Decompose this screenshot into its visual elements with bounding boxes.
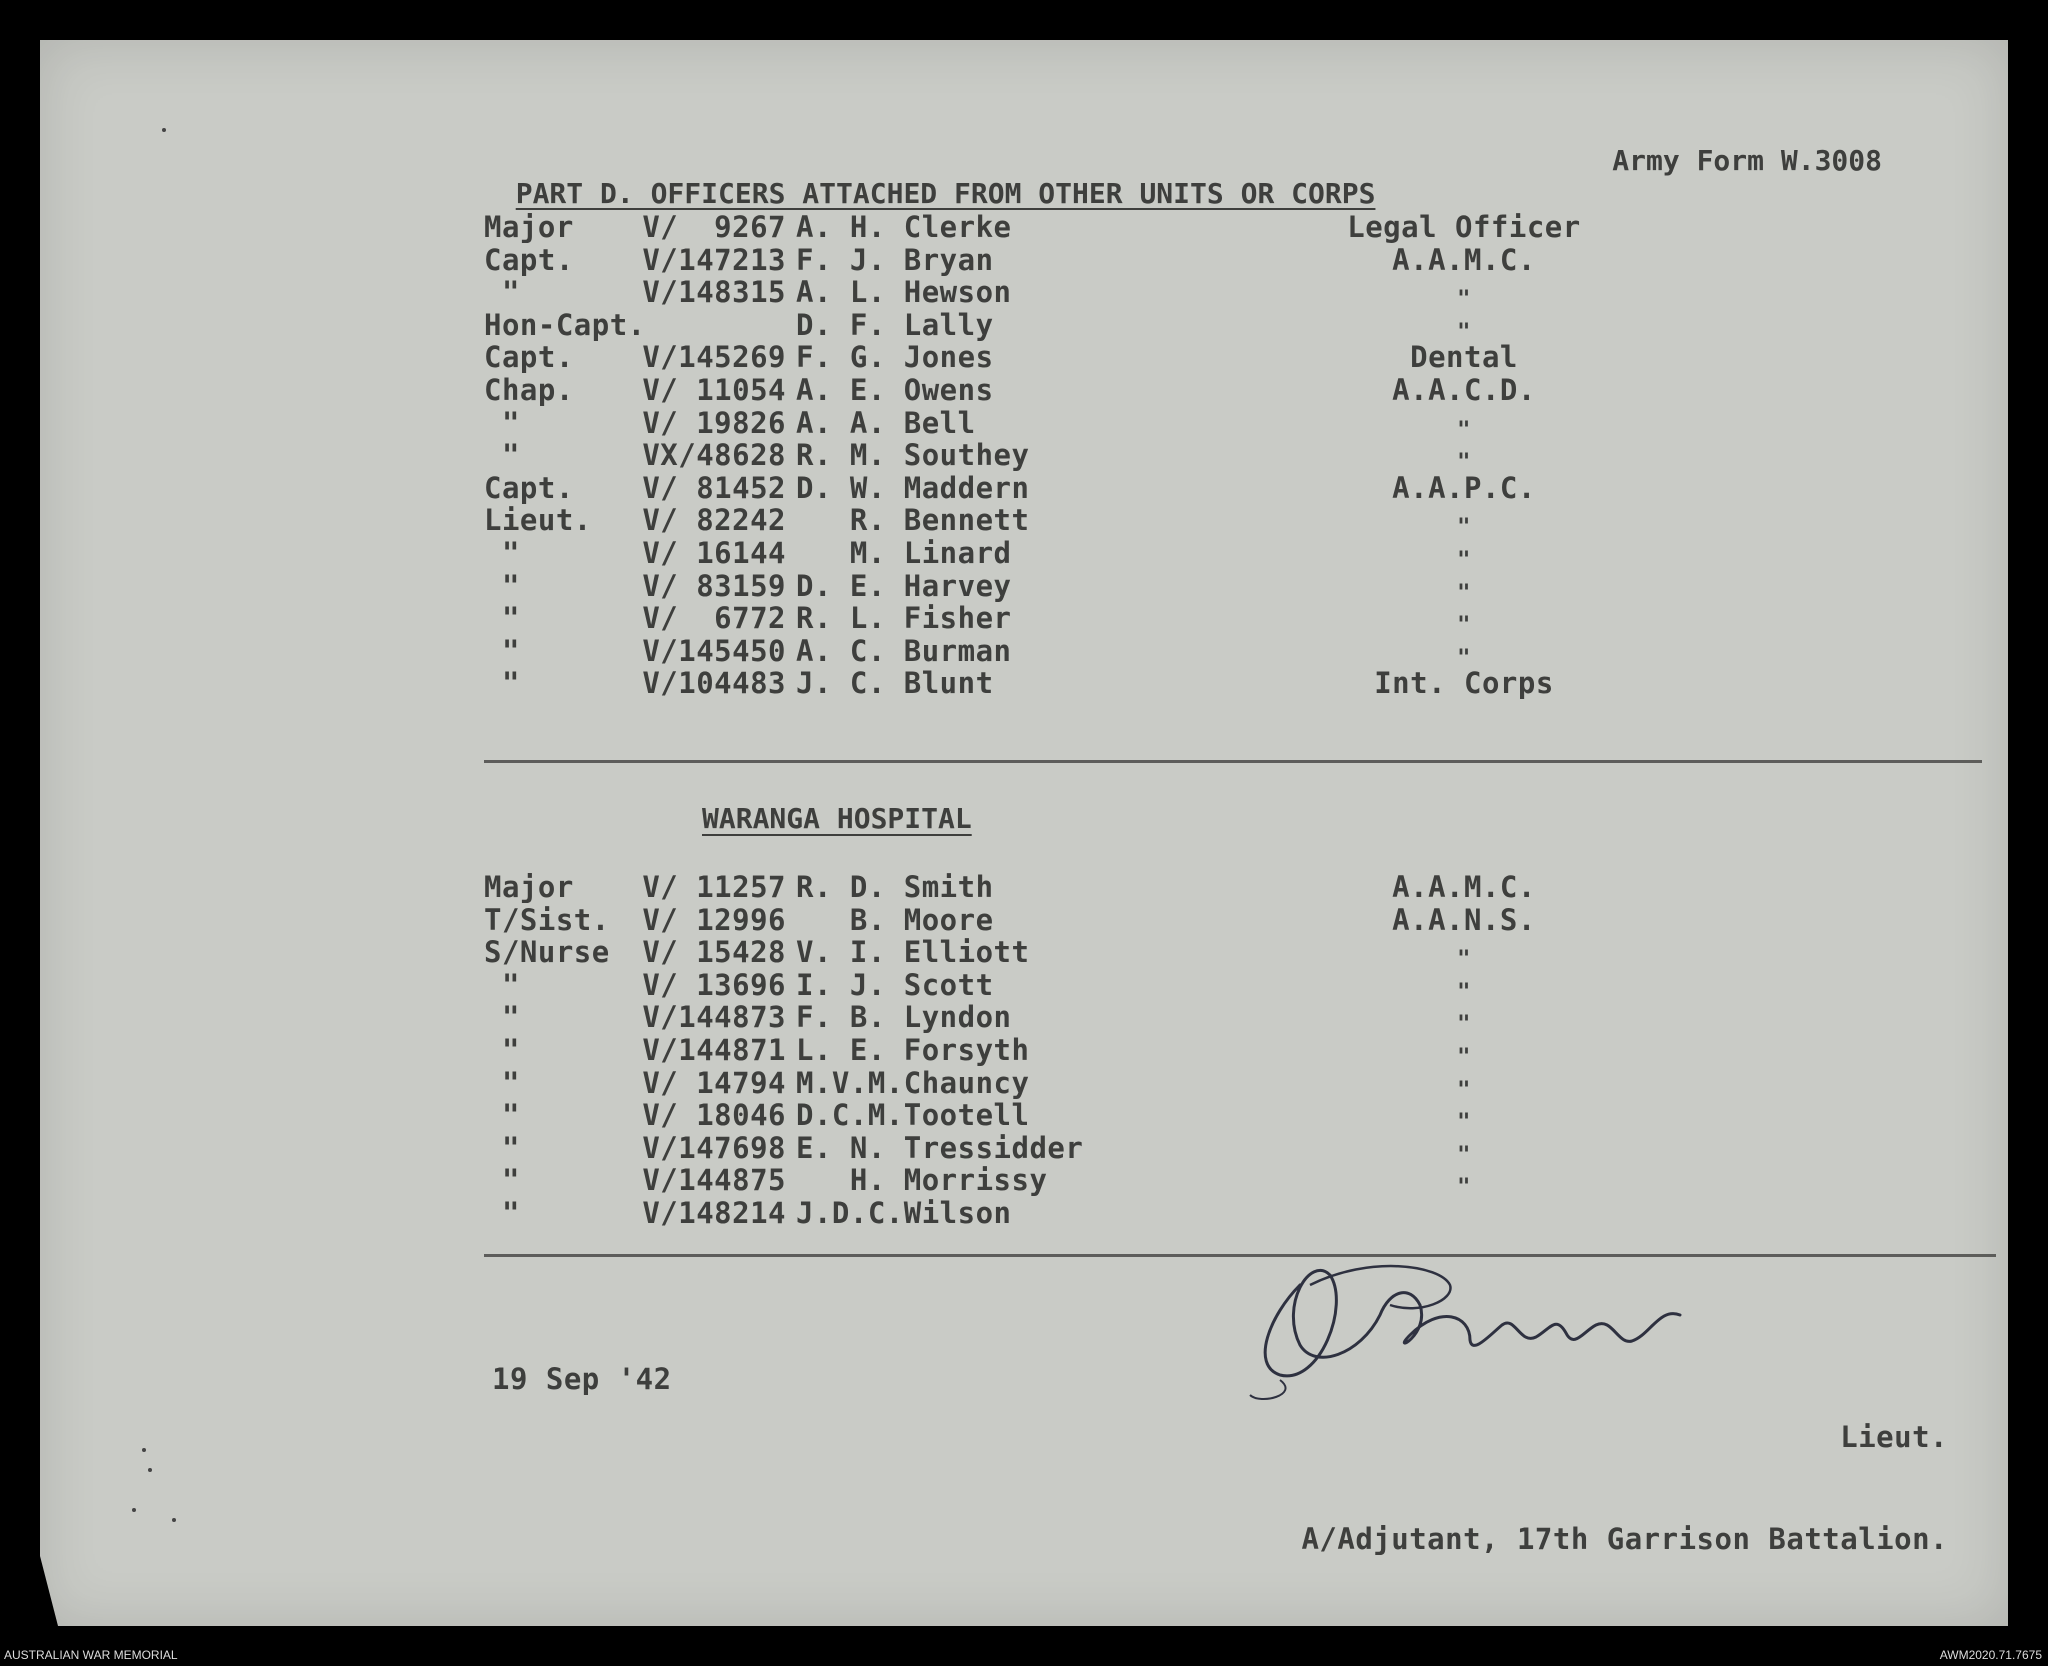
officer-name: E. N. Tressidder [796,1130,1084,1165]
paper-speck [172,1518,176,1522]
officer-rank: " [502,536,520,570]
service-number: V/ 82242 [642,503,786,538]
officer-rank: Capt. [484,470,574,505]
officer-rank: " [502,1098,520,1133]
section-title: WARANGA HOSPITAL [702,802,972,835]
service-number: V/ 12996 [642,902,786,937]
signature-block [1301,1352,1948,1590]
corps-unit: " [1457,947,1471,973]
officer-row [484,340,1684,375]
officer-name: A. E. Owens [796,373,994,407]
service-number: V/144875 [642,1163,786,1198]
service-number: V/ 11054 [642,373,786,407]
service-number: V/ 11257 [642,870,786,904]
corps-unit: " [1457,613,1471,639]
officer-row [484,1033,1684,1070]
service-number: V/ 14794 [642,1065,786,1100]
officer-row [484,438,1684,476]
officer-rank: " [502,633,520,668]
service-number: V/147698 [642,1130,786,1165]
corps-unit: " [1457,1175,1471,1201]
service-number: VX/48628 [642,438,786,473]
service-number: V/ 6772 [642,601,786,636]
officer-row [484,1065,1684,1103]
officer-row [484,536,1684,573]
officer-name: J. C. Blunt [796,666,994,701]
officer-row [484,633,1684,671]
service-number: V/ 83159 [642,568,786,603]
paper-speck [162,128,166,132]
officer-row [484,210,1684,242]
officer-row [484,1130,1684,1168]
document-date: 19 Sep '42 [492,1362,672,1396]
officer-rank: " [502,1065,520,1100]
service-number: V/144871 [642,1033,786,1067]
officer-rank: " [502,601,520,636]
army-form-number: Army Form W.3008 [1612,144,1882,177]
officer-name: D. E. Harvey [796,568,1012,603]
credit-left: AUSTRALIAN WAR MEMORIAL [4,1648,178,1662]
signatory-appointment: A/Adjutant, 17th Garrison Battalion. [1301,1522,1948,1556]
officer-rank: Capt. [484,242,574,277]
corps-unit: " [1457,515,1471,541]
corps-unit: " [1457,450,1471,476]
officer-rank: " [502,666,520,701]
officer-name: I. J. Scott [796,967,994,1002]
officer-name: A. H. Clerke [796,210,1012,244]
officer-name: B. Moore [796,902,994,937]
part-title: PART D. OFFICERS ATTACHED FROM OTHER UNITS OR CORPS [515,177,1376,210]
officer-rank: Hon-Capt. [484,307,646,342]
corps-unit: A.A.C.D. [1392,373,1536,407]
officer-name: J.D.C.Wilson [796,1196,1012,1230]
officer-row [484,307,1684,345]
officer-row [484,471,1684,503]
divider-rule-1 [484,760,1982,763]
officer-rank: " [502,1130,520,1165]
service-number: V/144873 [642,1000,786,1035]
officer-row [484,243,1684,275]
officer-row [484,568,1684,606]
officer-row [484,666,1684,701]
officer-name: F. G. Jones [796,340,994,375]
officer-name: A. C. Burman [796,633,1012,668]
service-number: V/ 15428 [642,935,786,970]
officer-rank: " [502,1163,520,1198]
officer-rank: " [502,1033,520,1067]
service-number: V/ 16144 [642,536,786,570]
officer-name: R. L. Fisher [796,601,1012,636]
officer-row [484,1000,1684,1038]
corps-unit: Legal Officer [1347,210,1581,244]
officer-row [484,870,1684,902]
service-number: V/ 9267 [642,210,786,244]
corps-unit: " [1457,548,1471,573]
officer-name: R. Bennett [796,503,1030,538]
officer-row [484,405,1684,443]
service-number: V/ 18046 [642,1098,786,1133]
officer-row [484,503,1684,541]
credit-right: AWM2020.71.7675 [1939,1648,2042,1662]
officer-name: H. Morrissy [796,1163,1048,1198]
service-number: V/145450 [642,633,786,668]
service-number: V/148315 [642,275,786,310]
service-number: V/104483 [642,666,786,701]
torn-corner [40,1556,58,1626]
corps-unit: " [1457,1077,1471,1103]
service-number: V/145269 [642,340,786,375]
officer-name: F. B. Lyndon [796,1000,1012,1035]
officer-name: F. J. Bryan [796,242,994,277]
officer-rank: Chap. [484,373,574,407]
paper-speck [142,1448,146,1452]
corps-unit: " [1457,1142,1471,1168]
corps-unit: " [1457,979,1471,1005]
corps-unit: A.A.P.C. [1392,470,1536,505]
corps-unit: " [1457,417,1471,443]
officer-name: D. F. Lally [796,307,994,342]
officer-name: A. A. Bell [796,405,976,440]
corps-unit: " [1457,580,1471,606]
officer-rank: T/Sist. [484,902,610,937]
corps-unit: " [1457,1110,1471,1136]
officer-row [484,1098,1684,1136]
corps-unit: A.A.M.C. [1392,870,1536,904]
officer-row [484,601,1684,639]
corps-unit: " [1457,319,1471,345]
corps-unit: " [1457,1045,1471,1070]
officer-name: R. D. Smith [796,870,994,904]
corps-unit: " [1457,645,1471,671]
officer-rank: " [502,275,520,310]
officer-name: L. E. Forsyth [796,1033,1030,1067]
officer-rank: Major [484,870,574,904]
corps-unit: " [1457,1012,1471,1038]
corps-unit: Int. Corps [1374,666,1554,701]
officer-row [484,373,1684,405]
officer-name: M. Linard [796,536,1012,570]
officer-row [484,903,1684,935]
officer-rank: " [502,405,520,440]
officer-rank: Capt. [484,340,574,375]
officer-rank: Major [484,210,574,244]
officer-name: M.V.M.Chauncy [796,1065,1030,1100]
corps-unit: " [1457,287,1471,313]
officer-name: V. I. Elliott [796,935,1030,970]
service-number: V/ 19826 [642,405,786,440]
officer-rank: " [502,1000,520,1035]
officer-rank: " [502,967,520,1002]
paper-speck [148,1468,152,1472]
corps-unit: Dental [1410,340,1518,375]
officer-name: A. L. Hewson [796,275,1012,310]
officer-rank: " [502,438,520,473]
officer-row [484,275,1684,313]
paper-speck [132,1508,136,1512]
officer-rank: Lieut. [484,503,592,538]
officer-row [484,967,1684,1005]
corps-unit: A.A.N.S. [1392,902,1536,937]
officer-name: D. W. Maddern [796,470,1030,505]
corps-unit: A.A.M.C. [1392,242,1536,277]
officer-rank: " [502,568,520,603]
service-number: V/ 13696 [642,967,786,1002]
service-number: V/ 81452 [642,470,786,505]
officer-name: R. M. Southey [796,438,1030,473]
officer-rank: " [502,1196,520,1230]
officer-row [484,935,1684,973]
officer-name: D.C.M.Tootell [796,1098,1030,1133]
officer-row [484,1163,1684,1201]
officer-rank: S/Nurse [484,935,610,970]
service-number: V/147213 [642,242,786,277]
officer-row [484,1196,1684,1228]
service-number: V/148214 [642,1196,786,1230]
signatory-rank: Lieut. [1840,1420,1948,1454]
